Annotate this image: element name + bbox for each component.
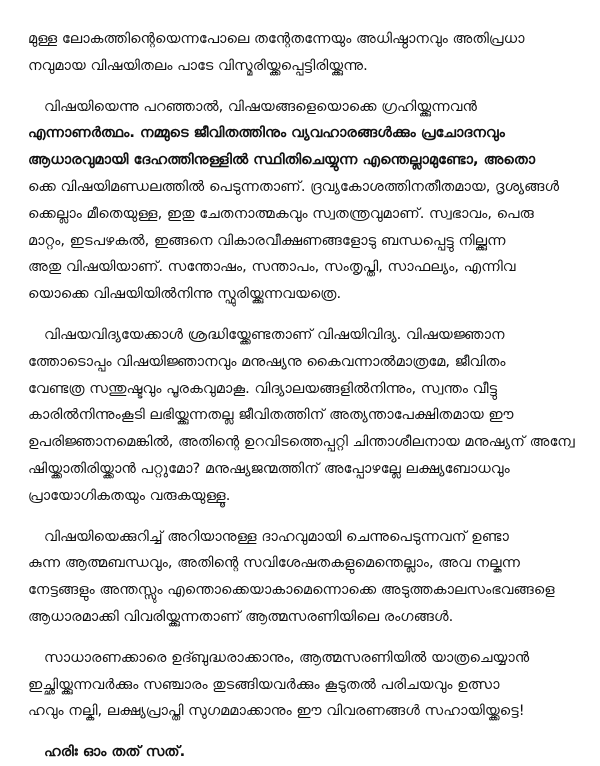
text-line: ക്കെല്ലാം മീതെയുള്ള, ഇതു ചേതനാത്മകവും സ്വതന്ത്രവുമാണ്. സ്വഭാവം, പെരു — [28, 204, 534, 222]
text-line: കുന്ന ആത്മബന്ധവും, അതിന്റെ സവിശേഷതകളുമെന്തെല്ലാം, അവ നല്കുന്ന — [28, 554, 521, 572]
text-line: ഇച്ഛിയ്ക്കുന്നവർക്കും സഞ്ചാരം തുടങ്ങിയവർക്കും കൂടുതൽ പരിചയവും ഉത്സാ — [28, 675, 500, 693]
text-line: പ്രായോഗികതയും വരുകയുള്ളൂ. — [28, 486, 231, 504]
text-line: ആധാരവുമായി ദേഹത്തിനുള്ളിൽ സ്ഥിതിചെയ്യുന്ന എന്തെല്ലാമുണ്ടോ, അതൊ — [28, 151, 536, 169]
text-line: ക്കെ വിഷയിമണ്ഡലത്തിൽ പെടുന്നതാണ്. ദ്രവ്യകോശത്തിനതീതമായ, ദൃശ്യങ്ങൾ — [28, 177, 560, 195]
paragraph-1 — [28, 26, 582, 80]
text-line: മുള്ള ലോകത്തിന്റെയെന്നപോലെ തന്റേതന്നേയും അധിഷ്ഠാനവും അതിപ്രധാ — [28, 30, 525, 47]
text-line: നേട്ടങ്ങളും അന്തസ്സും എന്തൊക്കെയാകാമെന്നൊക്കെ അടുത്തകാലസംഭവങ്ങളെ — [28, 581, 555, 599]
paragraph-4 — [28, 524, 582, 631]
text-line: ത്തോടൊപ്പം വിഷയിജ്ഞാനവും മനുഷ്യനു കൈവന്നാൽമാത്രമേ, ജീവിതം — [28, 352, 506, 370]
text-line: ആധാരമാക്കി വിവരിയ്ക്കുന്നതാണ് ആത്മസരണിയിലെ രംഗങ്ങൾ. — [28, 607, 454, 625]
text-line: വിഷയവിദ്യയേക്കാൾ ശ്രദ്ധിയ്ക്കേണ്ടതാണ് വിഷയിവിദ്യ. വിഷയജ്ഞാന — [44, 325, 505, 343]
text-line: വിഷയിയെക്കുറിച്ച് അറിയാനുള്ള ദാഹവുമായി ചെന്നുപെടുന്നവന് ഉണ്ടാ — [44, 527, 509, 545]
text-line: സാധാരണക്കാരെ ഉദ്ബുദ്ധരാക്കാനും, ആത്മസരണിയിൽ യാത്രചെയ്യാൻ — [44, 648, 530, 666]
paragraph-2 — [28, 94, 582, 308]
text-line: ഷിയ്ക്കാതിരിയ്ക്കാൻ പറ്റുമോ? മനുഷ്യജന്മത്തിന് അപ്പോഴല്ലേ ലക്ഷ്യബോധവും — [28, 459, 510, 477]
text-line: കാരിൽനിന്നുംകൂടി ലഭിയ്ക്കുന്നതല്ല ജീവിതത്തിന് അത്യന്താപേക്ഷിതമായ ഈ — [28, 406, 514, 424]
closing-line: ഹരിഃ ഓം തത് സത്. — [44, 743, 186, 761]
text-line: നവുമായ വിഷയിതലം പാടേ വിസ്മരിയ്ക്കപ്പെട്ടിരിയ്ക്കുന്നു. — [28, 56, 368, 74]
text-line: വിഷയിയെന്നു പറഞ്ഞാൽ, വിഷയങ്ങളെയൊക്കെ ഗ്രഹിയ്ക്കുന്നവൻ — [44, 97, 477, 115]
text-line: വേണ്ടത്ര സന്തുഷ്ടവും പൂരകവുമാകൂ. വിദ്യാലയങ്ങളിൽനിന്നും, സ്വന്തം വീട്ടു — [28, 379, 498, 397]
text-line: അതു വിഷയിയാണ്. സന്തോഷം, സന്താപം, സംതൃപ്തി, സാഫല്യം, എന്നിവ — [28, 258, 516, 276]
text-line: യൊക്കെ വിഷയിയിൽനിന്നു സ്ഫുരിയ്ക്കുന്നവയത്രെ. — [28, 285, 342, 303]
text-line: ഉപരിജ്ഞാനമെങ്കിൽ, അതിന്റെ ഉറവിടത്തെപ്പറ്റി ചിന്താശീലനായ മനുഷ്യന് അന്വേ — [28, 433, 575, 451]
text-line: എന്നാണർത്ഥം. നമ്മുടെ ജീവിതത്തിനും വ്യവഹാരങ്ങൾക്കും പ്രചോദനവും — [28, 124, 505, 142]
paragraph-5 — [28, 645, 582, 725]
text-line: ഹവും നല്കി, ലക്ഷ്യപ്രാപ്തി സുഗമമാക്കാനും ഈ വിവരണങ്ങൾ സഹായിയ്ക്കട്ടെ! — [28, 702, 525, 720]
text-line: മാറ്റം, ഇടപഴകൽ, ഇങ്ങനെ വികാരവീക്ഷണങ്ങളോടു ബന്ധപ്പെട്ടു നില്ക്കുന്ന — [28, 231, 506, 249]
paragraph-3 — [28, 322, 582, 510]
